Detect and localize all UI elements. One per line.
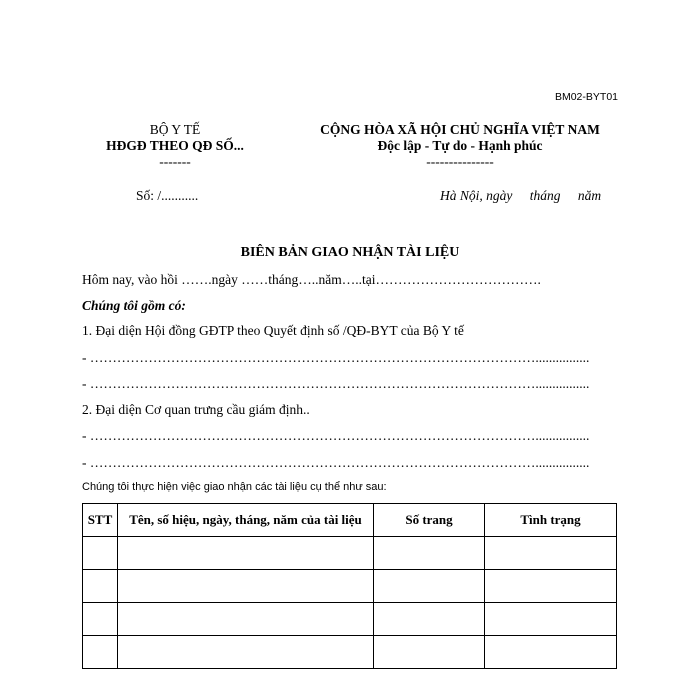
table-cell [374,570,485,603]
representative-1-line-1: - ………………………………………………………………………………………................ [82,350,590,365]
representative-2-line-2: - ………………………………………………………………………………………................ [82,455,590,470]
table-cell [118,570,374,603]
table-cell [83,537,118,570]
table-cell [118,537,374,570]
date-year: năm [577,188,602,203]
representative-2-line-1: - ………………………………………………………………………………………................ [82,428,590,443]
ministry-name: BỘ Y TẾ [149,122,201,137]
date-place: Hà Nội, ngày [440,188,513,203]
header-stt: STT [83,504,118,537]
table-cell [374,636,485,669]
table-cell [118,603,374,636]
council-name: HĐGĐ THEO QĐ SỐ... [106,138,244,153]
table-cell [374,603,485,636]
representative-1-line-2: - ………………………………………………………………………………………................ [82,376,590,391]
national-motto: Độc lập - Tự do - Hạnh phúc [377,138,543,153]
table-cell [83,603,118,636]
table-caption: Chúng tôi thực hiện việc giao nhận các tài liệu cụ thể như sau: [82,481,387,493]
table-cell [118,636,374,669]
national-header [290,122,630,170]
republic-name: CỘNG HÒA XÃ HỘI CHỦ NGHĨA VIỆT NAM [320,122,600,137]
issuer-underline: ------- [159,154,191,169]
header-condition: Tình trạng [485,504,617,537]
header-page-count: Số trang [374,504,485,537]
document-number: Số: /........... [136,188,199,203]
documents-table [82,503,617,669]
representative-2-label: 2. Đại diện Cơ quan trưng cầu giám định.. [82,402,310,417]
table-cell [485,570,617,603]
table-header-row [83,504,617,537]
table-row [83,636,617,669]
table-cell [485,537,617,570]
intro-line: Hôm nay, vào hồi …….ngày ……tháng…..năm…..tại………………………………. [82,272,541,287]
participants-heading: Chúng tôi gồm có: [82,298,186,313]
table-cell [83,570,118,603]
table-cell [485,603,617,636]
issuer-header [60,122,290,170]
date-month: tháng [529,188,561,203]
table-cell [374,537,485,570]
table-row [83,570,617,603]
table-row [83,603,617,636]
motto-underline: --------------- [426,154,494,169]
document-title: BIÊN BẢN GIAO NHẬN TÀI LIỆU [240,245,460,260]
header-document-name: Tên, số hiệu, ngày, tháng, năm của tài liệu [118,504,374,537]
form-code: BM02-BYT01 [554,91,618,103]
table-row [83,537,617,570]
table-cell [485,636,617,669]
representative-1-label: 1. Đại diện Hội đồng GĐTP theo Quyết định số /QĐ-BYT của Bộ Y tế [82,323,464,338]
place-date-line [440,188,615,204]
table-cell [83,636,118,669]
